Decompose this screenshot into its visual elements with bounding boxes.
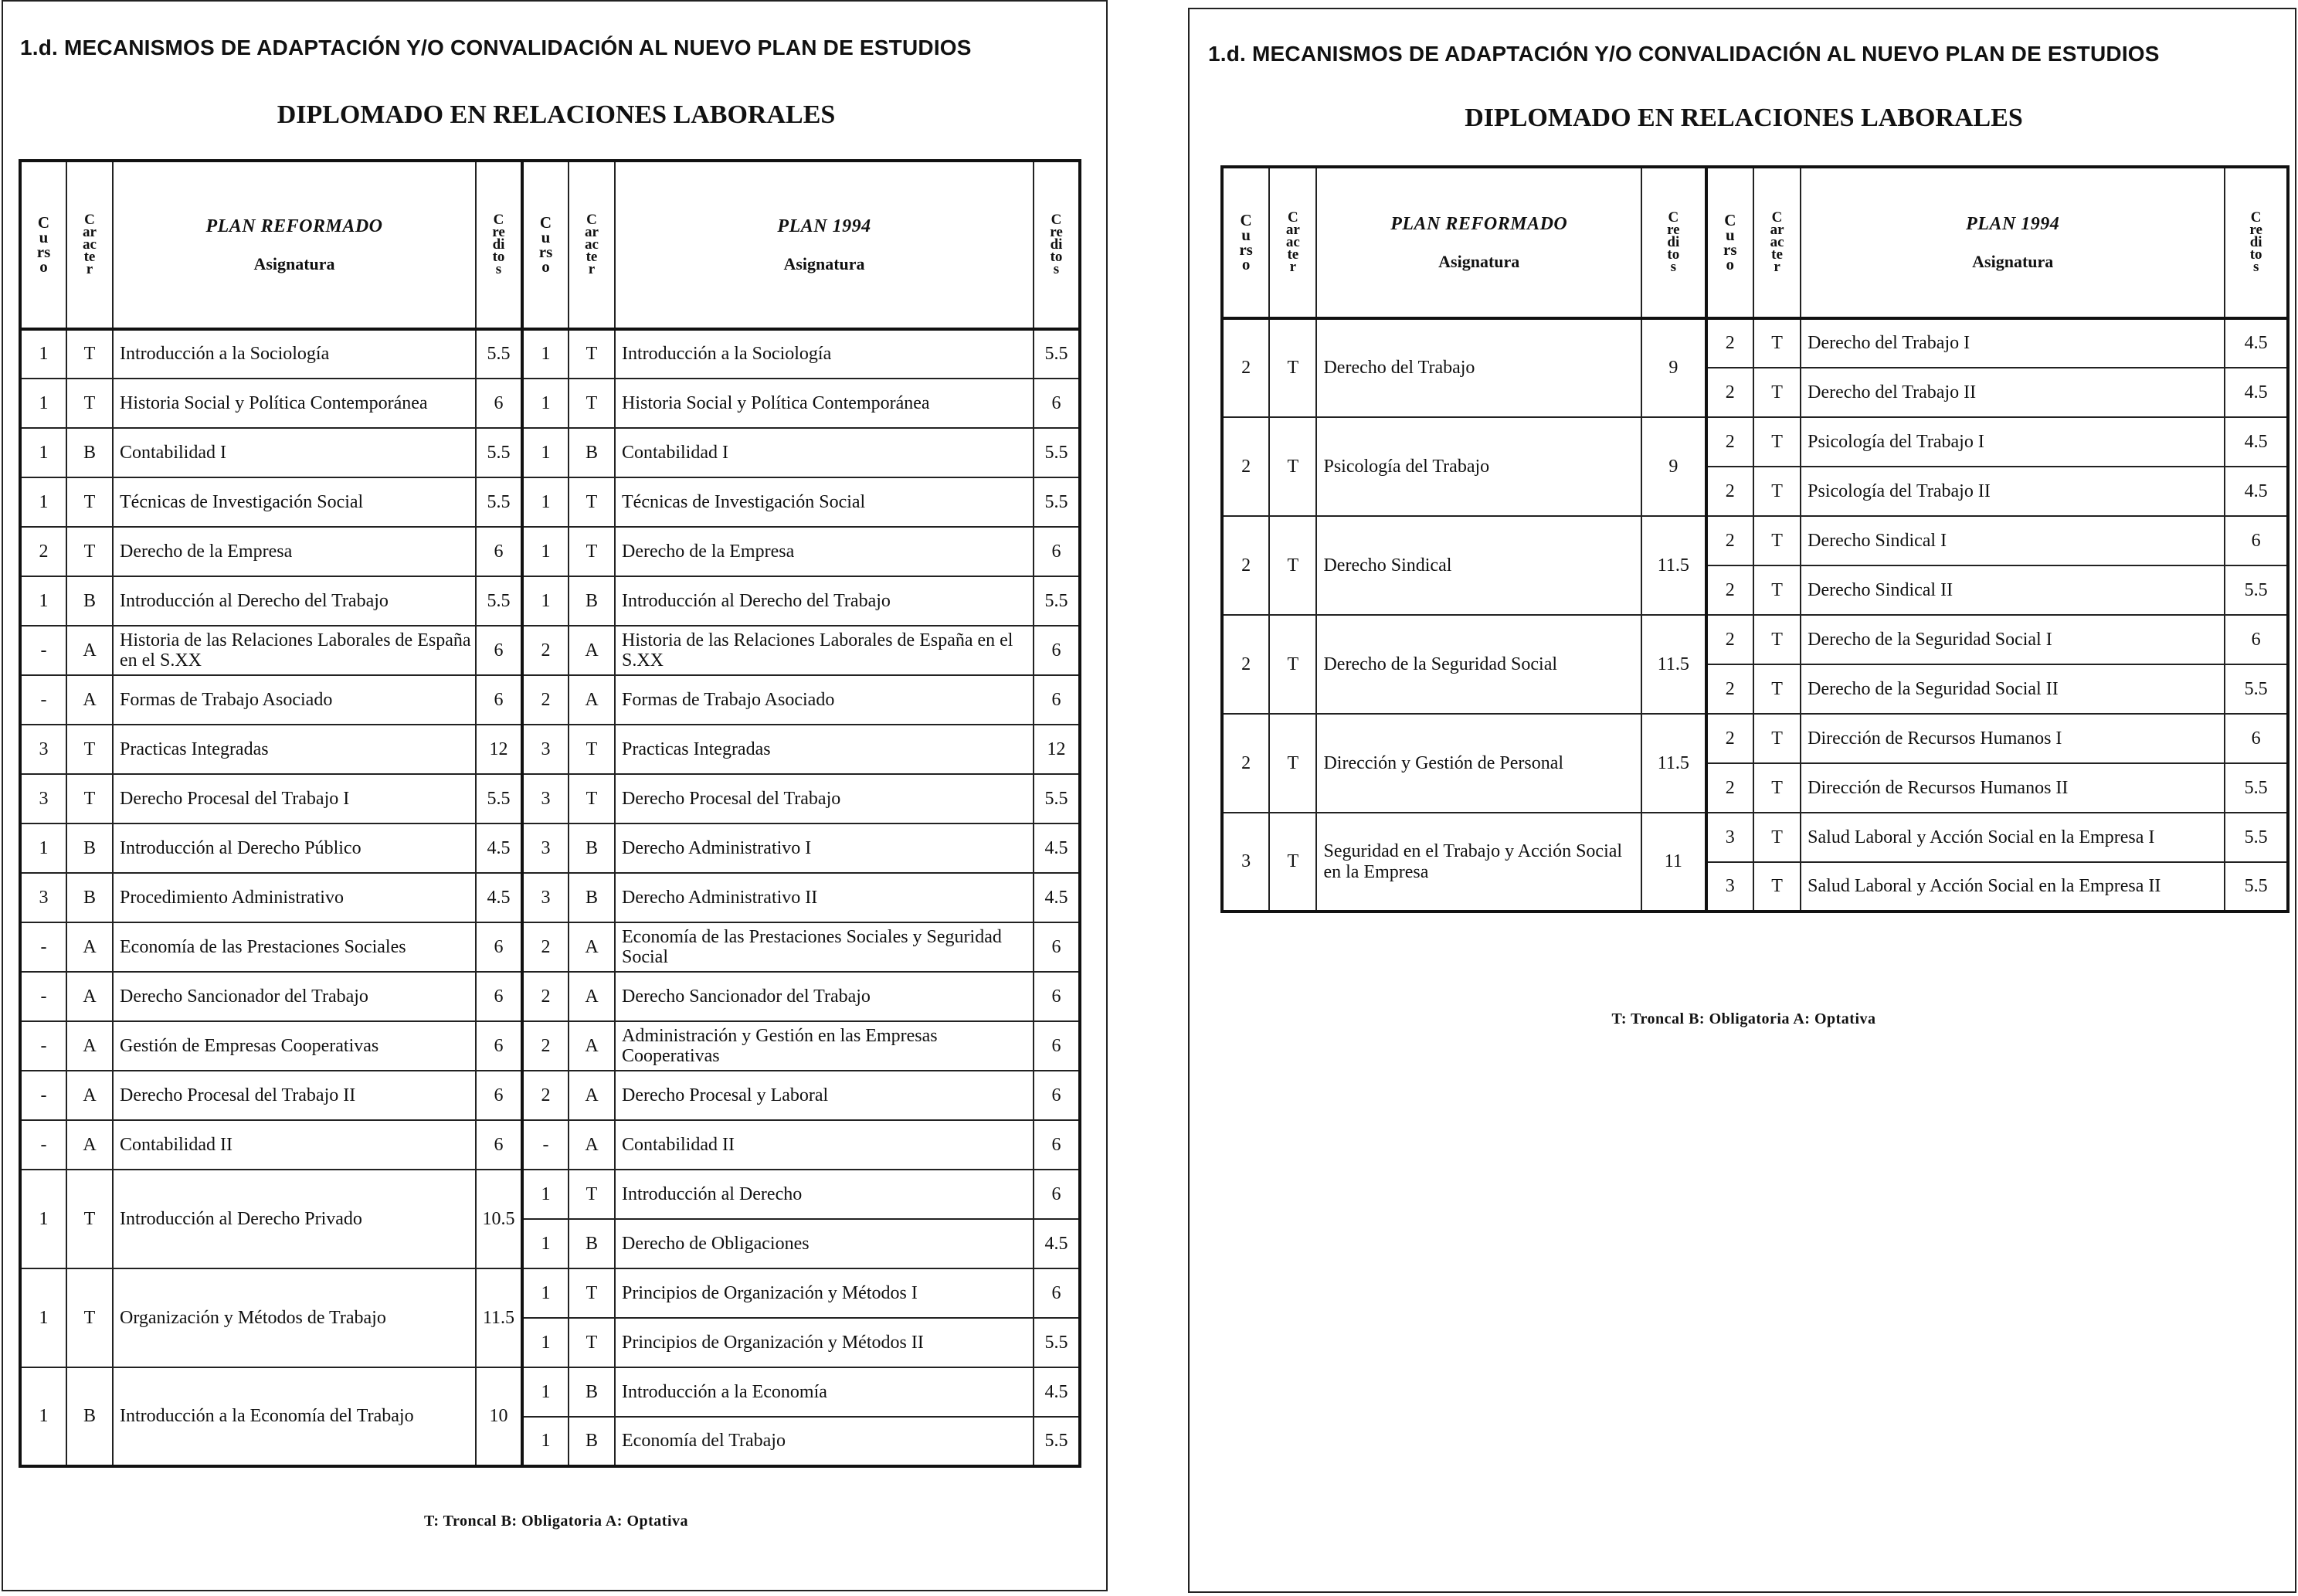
old-caracter-cell: T (1753, 516, 1801, 565)
new-curso-cell: - (20, 1021, 66, 1071)
old-curso-cell: - (522, 1120, 569, 1170)
old-caracter-cell: A (569, 1021, 615, 1071)
new-creditos-cell: 5.5 (476, 774, 522, 823)
old-creditos-cell: 6 (1034, 1268, 1080, 1318)
new-subject-cell: Practicas Integradas (113, 725, 476, 774)
new-subject-cell: Introducción al Derecho Público (113, 823, 476, 873)
old-subject-cell: Dirección de Recursos Humanos II (1801, 763, 2225, 813)
adaptation-table (19, 159, 1081, 1468)
new-caracter-cell: T (66, 1170, 113, 1268)
creditos-header: Creditos (1034, 161, 1080, 329)
old-creditos-cell: 5.5 (1034, 428, 1080, 477)
plan-1994-header: PLAN 1994 Asignatura (615, 161, 1034, 329)
curso-header: Curso (1706, 167, 1753, 318)
curso-header: Curso (20, 161, 66, 329)
new-creditos-cell: 5.5 (476, 477, 522, 527)
new-curso-cell: 2 (20, 527, 66, 576)
table-row (1222, 615, 2288, 664)
new-subject-cell: Derecho Procesal del Trabajo I (113, 774, 476, 823)
old-subject-cell: Salud Laboral y Acción Social en la Empresa I (1801, 813, 2225, 862)
creditos-header: Creditos (1641, 167, 1706, 318)
old-creditos-cell: 4.5 (2225, 318, 2288, 368)
old-curso-cell: 2 (522, 675, 569, 725)
new-subject-cell: Introducción a la Sociología (113, 329, 476, 379)
old-creditos-cell: 6 (2225, 516, 2288, 565)
old-creditos-cell: 5.5 (1034, 329, 1080, 379)
old-caracter-cell: A (569, 922, 615, 972)
new-creditos-cell: 6 (476, 675, 522, 725)
new-curso-cell: 3 (20, 774, 66, 823)
caracter-header: Caracter (66, 161, 113, 329)
old-creditos-cell: 5.5 (2225, 565, 2288, 615)
new-curso-cell: - (20, 972, 66, 1021)
old-subject-cell: Derecho de la Seguridad Social II (1801, 664, 2225, 714)
new-curso-cell: 1 (20, 1268, 66, 1367)
old-subject-cell: Formas de Trabajo Asociado (615, 675, 1034, 725)
old-subject-cell: Derecho Administrativo I (615, 823, 1034, 873)
old-subject-cell: Economía del Trabajo (615, 1417, 1034, 1466)
creditos-header: Creditos (476, 161, 522, 329)
legend: T: Troncal B: Obligatoria A: Optativa (1611, 1010, 1876, 1027)
new-subject-cell: Psicología del Trabajo (1316, 417, 1641, 516)
new-caracter-cell: A (66, 626, 113, 675)
old-subject-cell: Técnicas de Investigación Social (615, 477, 1034, 527)
old-caracter-cell: T (569, 329, 615, 379)
new-caracter-cell: T (1269, 813, 1316, 912)
new-curso-cell: 1 (20, 477, 66, 527)
new-creditos-cell: 4.5 (476, 873, 522, 922)
old-creditos-cell: 5.5 (2225, 862, 2288, 912)
old-creditos-cell: 6 (1034, 675, 1080, 725)
new-caracter-cell: A (66, 1021, 113, 1071)
old-curso-cell: 1 (522, 1417, 569, 1466)
old-caracter-cell: T (569, 477, 615, 527)
old-caracter-cell: A (569, 626, 615, 675)
old-curso-cell: 2 (1706, 467, 1753, 516)
old-caracter-cell: T (569, 1268, 615, 1318)
table-row (1222, 813, 2288, 862)
old-curso-cell: 3 (1706, 862, 1753, 912)
new-caracter-cell: T (1269, 417, 1316, 516)
new-caracter-cell: T (1269, 318, 1316, 417)
old-caracter-cell: T (1753, 813, 1801, 862)
old-curso-cell: 2 (1706, 318, 1753, 368)
new-curso-cell: 1 (20, 379, 66, 428)
new-curso-cell: 2 (1222, 714, 1269, 813)
new-subject-cell: Historia Social y Política Contemporánea (113, 379, 476, 428)
old-creditos-cell: 6 (1034, 922, 1080, 972)
new-creditos-cell: 5.5 (476, 329, 522, 379)
old-caracter-cell: B (569, 576, 615, 626)
new-caracter-cell: T (1269, 615, 1316, 714)
old-creditos-cell: 6 (2225, 714, 2288, 763)
degree-title: DIPLOMADO EN RELACIONES LABORALES (277, 100, 836, 129)
old-subject-cell: Principios de Organización y Métodos II (615, 1318, 1034, 1367)
old-creditos-cell: 6 (1034, 1071, 1080, 1120)
old-curso-cell: 3 (1706, 813, 1753, 862)
new-caracter-cell: A (66, 922, 113, 972)
old-curso-cell: 2 (1706, 417, 1753, 467)
old-caracter-cell: B (569, 823, 615, 873)
document-page-2 (1188, 8, 2296, 1593)
old-caracter-cell: B (569, 428, 615, 477)
old-caracter-cell: T (1753, 467, 1801, 516)
new-subject-cell: Derecho de la Empresa (113, 527, 476, 576)
new-creditos-cell: 11.5 (1641, 516, 1706, 615)
old-creditos-cell: 4.5 (1034, 823, 1080, 873)
old-subject-cell: Introducción a la Sociología (615, 329, 1034, 379)
old-caracter-cell: B (569, 873, 615, 922)
table-row (20, 1268, 1080, 1318)
new-subject-cell: Introducción al Derecho del Trabajo (113, 576, 476, 626)
new-caracter-cell: B (66, 428, 113, 477)
new-subject-cell: Economía de las Prestaciones Sociales (113, 922, 476, 972)
new-caracter-cell: B (66, 1367, 113, 1466)
old-subject-cell: Introducción al Derecho (615, 1170, 1034, 1219)
old-creditos-cell: 5.5 (2225, 763, 2288, 813)
old-subject-cell: Introducción al Derecho del Trabajo (615, 576, 1034, 626)
new-subject-cell: Organización y Métodos de Trabajo (113, 1268, 476, 1367)
old-creditos-cell: 5.5 (2225, 664, 2288, 714)
new-curso-cell: 1 (20, 428, 66, 477)
old-caracter-cell: T (569, 527, 615, 576)
old-creditos-cell: 4.5 (2225, 417, 2288, 467)
old-creditos-cell: 4.5 (1034, 1219, 1080, 1268)
new-curso-cell: 2 (1222, 318, 1269, 417)
new-caracter-cell: T (66, 379, 113, 428)
new-curso-cell: - (20, 1071, 66, 1120)
old-curso-cell: 3 (522, 774, 569, 823)
table-row (20, 1071, 1080, 1120)
old-subject-cell: Derecho Procesal y Laboral (615, 1071, 1034, 1120)
new-caracter-cell: T (66, 329, 113, 379)
old-creditos-cell: 4.5 (2225, 368, 2288, 417)
old-creditos-cell: 5.5 (1034, 774, 1080, 823)
table-row (20, 379, 1080, 428)
table-header-row (1222, 167, 2288, 318)
old-caracter-cell: A (569, 972, 615, 1021)
old-caracter-cell: B (569, 1417, 615, 1466)
old-caracter-cell: A (569, 675, 615, 725)
old-curso-cell: 1 (522, 477, 569, 527)
old-curso-cell: 3 (522, 873, 569, 922)
old-subject-cell: Salud Laboral y Acción Social en la Empresa II (1801, 862, 2225, 912)
old-caracter-cell: T (1753, 664, 1801, 714)
old-subject-cell: Historia de las Relaciones Laborales de España en el S.XX (615, 626, 1034, 675)
old-caracter-cell: T (1753, 862, 1801, 912)
old-subject-cell: Derecho Sindical II (1801, 565, 2225, 615)
old-caracter-cell: T (1753, 615, 1801, 664)
new-creditos-cell: 4.5 (476, 823, 522, 873)
table-row (20, 1170, 1080, 1219)
table-row (20, 626, 1080, 675)
old-subject-cell: Derecho del Trabajo II (1801, 368, 2225, 417)
new-caracter-cell: B (66, 873, 113, 922)
new-creditos-cell: 11.5 (1641, 714, 1706, 813)
new-subject-cell: Técnicas de Investigación Social (113, 477, 476, 527)
new-caracter-cell: A (66, 675, 113, 725)
old-curso-cell: 2 (1706, 615, 1753, 664)
new-subject-cell: Derecho Sindical (1316, 516, 1641, 615)
table-row (20, 873, 1080, 922)
old-curso-cell: 2 (1706, 664, 1753, 714)
old-creditos-cell: 4.5 (1034, 873, 1080, 922)
old-curso-cell: 2 (522, 626, 569, 675)
old-curso-cell: 3 (522, 823, 569, 873)
document-page-1 (2, 0, 1108, 1591)
old-subject-cell: Economía de las Prestaciones Sociales y Seguridad Social (615, 922, 1034, 972)
new-curso-cell: 1 (20, 1367, 66, 1466)
section-heading: 1.d. MECANISMOS DE ADAPTACIÓN Y/O CONVALIDACIÓN AL NUEVO PLAN DE ESTUDIOS (1208, 42, 2160, 66)
new-caracter-cell: B (66, 823, 113, 873)
new-subject-cell: Introducción al Derecho Privado (113, 1170, 476, 1268)
new-subject-cell: Derecho de la Seguridad Social (1316, 615, 1641, 714)
new-curso-cell: 3 (20, 725, 66, 774)
table-row (1222, 714, 2288, 763)
new-creditos-cell: 11.5 (1641, 615, 1706, 714)
new-creditos-cell: 6 (476, 1071, 522, 1120)
new-subject-cell: Formas de Trabajo Asociado (113, 675, 476, 725)
old-caracter-cell: A (569, 1120, 615, 1170)
plan-1994-header: PLAN 1994 Asignatura (1801, 167, 2225, 318)
old-creditos-cell: 5.5 (2225, 813, 2288, 862)
new-creditos-cell: 5.5 (476, 428, 522, 477)
table-row (20, 1021, 1080, 1071)
new-curso-cell: 1 (20, 823, 66, 873)
old-curso-cell: 2 (522, 972, 569, 1021)
old-curso-cell: 2 (522, 1021, 569, 1071)
section-heading: 1.d. MECANISMOS DE ADAPTACIÓN Y/O CONVALIDACIÓN AL NUEVO PLAN DE ESTUDIOS (20, 36, 972, 59)
new-curso-cell: 2 (1222, 615, 1269, 714)
old-curso-cell: 1 (522, 527, 569, 576)
new-creditos-cell: 10.5 (476, 1170, 522, 1268)
table-row (20, 922, 1080, 972)
old-caracter-cell: A (569, 1071, 615, 1120)
old-caracter-cell: T (1753, 368, 1801, 417)
old-creditos-cell: 5.5 (1034, 576, 1080, 626)
old-curso-cell: 1 (522, 379, 569, 428)
old-curso-cell: 3 (522, 725, 569, 774)
creditos-header: Creditos (2225, 167, 2288, 318)
new-subject-cell: Derecho del Trabajo (1316, 318, 1641, 417)
table-row (20, 329, 1080, 379)
new-subject-cell: Dirección y Gestión de Personal (1316, 714, 1641, 813)
new-curso-cell: 2 (1222, 516, 1269, 615)
old-curso-cell: 2 (1706, 763, 1753, 813)
plan-reformado-header: PLAN REFORMADO Asignatura (113, 161, 476, 329)
old-curso-cell: 2 (522, 922, 569, 972)
new-creditos-cell: 5.5 (476, 576, 522, 626)
old-caracter-cell: T (1753, 714, 1801, 763)
new-subject-cell: Derecho Procesal del Trabajo II (113, 1071, 476, 1120)
table-row (20, 774, 1080, 823)
old-curso-cell: 1 (522, 1318, 569, 1367)
old-curso-cell: 1 (522, 576, 569, 626)
old-subject-cell: Derecho Sancionador del Trabajo (615, 972, 1034, 1021)
old-creditos-cell: 6 (1034, 1021, 1080, 1071)
old-curso-cell: 1 (522, 1367, 569, 1417)
new-creditos-cell: 9 (1641, 318, 1706, 417)
old-curso-cell: 1 (522, 1268, 569, 1318)
old-creditos-cell: 4.5 (2225, 467, 2288, 516)
old-creditos-cell: 6 (2225, 615, 2288, 664)
old-subject-cell: Dirección de Recursos Humanos I (1801, 714, 2225, 763)
old-creditos-cell: 4.5 (1034, 1367, 1080, 1417)
table-row (20, 477, 1080, 527)
old-subject-cell: Contabilidad I (615, 428, 1034, 477)
table-row (20, 725, 1080, 774)
old-subject-cell: Psicología del Trabajo II (1801, 467, 2225, 516)
old-curso-cell: 2 (1706, 516, 1753, 565)
old-curso-cell: 1 (522, 1219, 569, 1268)
new-creditos-cell: 9 (1641, 417, 1706, 516)
new-creditos-cell: 6 (476, 1120, 522, 1170)
table-row (1222, 417, 2288, 467)
new-curso-cell: - (20, 626, 66, 675)
old-creditos-cell: 6 (1034, 379, 1080, 428)
legend: T: Troncal B: Obligatoria A: Optativa (423, 1513, 689, 1530)
old-caracter-cell: T (569, 725, 615, 774)
new-subject-cell: Historia de las Relaciones Laborales de España en el S.XX (113, 626, 476, 675)
old-caracter-cell: T (1753, 565, 1801, 615)
old-creditos-cell: 5.5 (1034, 1417, 1080, 1466)
table-row (20, 823, 1080, 873)
new-creditos-cell: 6 (476, 972, 522, 1021)
old-caracter-cell: T (569, 1170, 615, 1219)
adaptation-table (1220, 165, 2290, 913)
table-row (1222, 516, 2288, 565)
new-caracter-cell: A (66, 1071, 113, 1120)
old-subject-cell: Derecho del Trabajo I (1801, 318, 2225, 368)
new-curso-cell: - (20, 922, 66, 972)
table-row (20, 675, 1080, 725)
old-subject-cell: Administración y Gestión en las Empresas Cooperativas (615, 1021, 1034, 1071)
new-creditos-cell: 11 (1641, 813, 1706, 912)
table-row (20, 972, 1080, 1021)
old-subject-cell: Derecho de la Seguridad Social I (1801, 615, 2225, 664)
old-caracter-cell: T (569, 1318, 615, 1367)
new-creditos-cell: 11.5 (476, 1268, 522, 1367)
new-creditos-cell: 12 (476, 725, 522, 774)
old-curso-cell: 1 (522, 329, 569, 379)
old-creditos-cell: 5.5 (1034, 1318, 1080, 1367)
table-row (20, 576, 1080, 626)
new-caracter-cell: T (1269, 714, 1316, 813)
caracter-header: Caracter (569, 161, 615, 329)
table-header-row (20, 161, 1080, 329)
old-curso-cell: 1 (522, 1170, 569, 1219)
new-curso-cell: 2 (1222, 417, 1269, 516)
caracter-header: Caracter (1753, 167, 1801, 318)
old-curso-cell: 2 (1706, 565, 1753, 615)
old-subject-cell: Derecho de Obligaciones (615, 1219, 1034, 1268)
table-row (1222, 318, 2288, 368)
new-subject-cell: Introducción a la Economía del Trabajo (113, 1367, 476, 1466)
new-creditos-cell: 6 (476, 626, 522, 675)
table-row (20, 428, 1080, 477)
old-subject-cell: Introducción a la Economía (615, 1367, 1034, 1417)
new-curso-cell: 1 (20, 1170, 66, 1268)
old-caracter-cell: T (1753, 763, 1801, 813)
new-caracter-cell: A (66, 1120, 113, 1170)
old-subject-cell: Derecho Sindical I (1801, 516, 2225, 565)
new-creditos-cell: 6 (476, 1021, 522, 1071)
new-caracter-cell: T (66, 1268, 113, 1367)
new-subject-cell: Seguridad en el Trabajo y Acción Social en la Empresa (1316, 813, 1641, 912)
new-caracter-cell: T (1269, 516, 1316, 615)
old-subject-cell: Practicas Integradas (615, 725, 1034, 774)
old-subject-cell: Derecho Procesal del Trabajo (615, 774, 1034, 823)
table-row (20, 1120, 1080, 1170)
new-curso-cell: - (20, 675, 66, 725)
caracter-header: Caracter (1269, 167, 1316, 318)
old-creditos-cell: 6 (1034, 1170, 1080, 1219)
new-creditos-cell: 6 (476, 527, 522, 576)
table-row (20, 1367, 1080, 1417)
old-curso-cell: 2 (522, 1071, 569, 1120)
new-creditos-cell: 6 (476, 922, 522, 972)
old-subject-cell: Principios de Organización y Métodos I (615, 1268, 1034, 1318)
plan-reformado-header: PLAN REFORMADO Asignatura (1316, 167, 1641, 318)
old-subject-cell: Derecho de la Empresa (615, 527, 1034, 576)
table-row (20, 527, 1080, 576)
new-caracter-cell: T (66, 527, 113, 576)
new-subject-cell: Contabilidad I (113, 428, 476, 477)
new-curso-cell: 1 (20, 329, 66, 379)
new-caracter-cell: T (66, 477, 113, 527)
old-creditos-cell: 6 (1034, 527, 1080, 576)
curso-header: Curso (1222, 167, 1269, 318)
old-subject-cell: Derecho Administrativo II (615, 873, 1034, 922)
old-caracter-cell: T (569, 774, 615, 823)
new-curso-cell: 3 (20, 873, 66, 922)
new-caracter-cell: T (66, 774, 113, 823)
old-subject-cell: Psicología del Trabajo I (1801, 417, 2225, 467)
old-creditos-cell: 6 (1034, 972, 1080, 1021)
new-caracter-cell: B (66, 576, 113, 626)
new-subject-cell: Contabilidad II (113, 1120, 476, 1170)
old-creditos-cell: 12 (1034, 725, 1080, 774)
old-creditos-cell: 6 (1034, 1120, 1080, 1170)
old-creditos-cell: 5.5 (1034, 477, 1080, 527)
new-subject-cell: Procedimiento Administrativo (113, 873, 476, 922)
old-caracter-cell: T (569, 379, 615, 428)
old-caracter-cell: B (569, 1367, 615, 1417)
old-caracter-cell: B (569, 1219, 615, 1268)
new-creditos-cell: 6 (476, 379, 522, 428)
new-curso-cell: 3 (1222, 813, 1269, 912)
new-curso-cell: - (20, 1120, 66, 1170)
new-subject-cell: Gestión de Empresas Cooperativas (113, 1021, 476, 1071)
curso-header: Curso (522, 161, 569, 329)
new-curso-cell: 1 (20, 576, 66, 626)
old-creditos-cell: 6 (1034, 626, 1080, 675)
new-creditos-cell: 10 (476, 1367, 522, 1466)
old-curso-cell: 1 (522, 428, 569, 477)
old-caracter-cell: T (1753, 318, 1801, 368)
old-subject-cell: Historia Social y Política Contemporánea (615, 379, 1034, 428)
old-curso-cell: 2 (1706, 714, 1753, 763)
old-curso-cell: 2 (1706, 368, 1753, 417)
new-subject-cell: Derecho Sancionador del Trabajo (113, 972, 476, 1021)
old-caracter-cell: T (1753, 417, 1801, 467)
new-caracter-cell: T (66, 725, 113, 774)
new-caracter-cell: A (66, 972, 113, 1021)
degree-title: DIPLOMADO EN RELACIONES LABORALES (1465, 104, 2023, 132)
old-subject-cell: Contabilidad II (615, 1120, 1034, 1170)
